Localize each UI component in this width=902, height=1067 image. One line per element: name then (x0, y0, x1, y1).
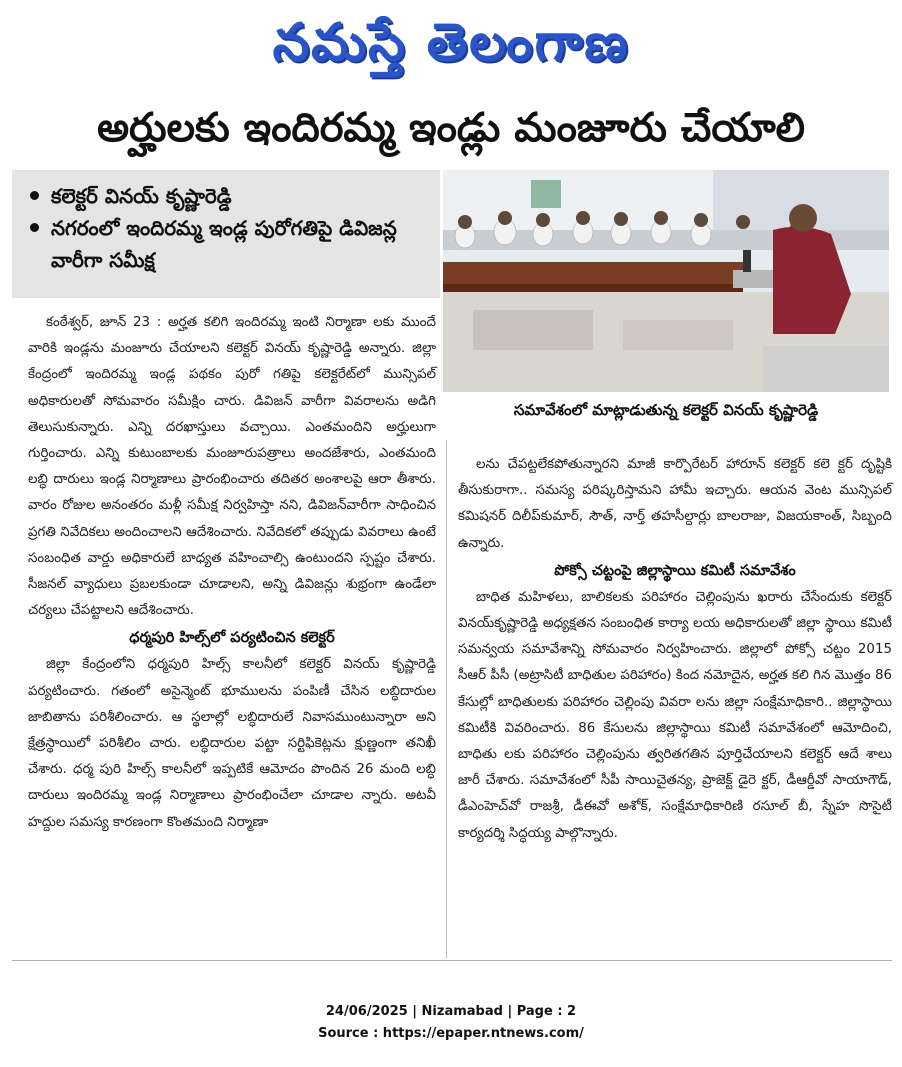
page-divider (12, 960, 892, 961)
article-paragraph: లను చేపట్టలేకపోతున్నారని మాజీ కార్పొరేటర్ హారూన్ కలెక్టర్ కలె క్టర్ దృష్టికి తీసుకురాగా.. సమస్య పరిష్కరిస్తామని హామీ ఇచ్చారు. ఆయన వెంట మున్సిపల్ కమిషనర్ దిలీప్‌కుమార్, సౌత్, నార్త్ తహసీల్దార్లు బాలరాజు, విజయకాంత్, సిబ్బంది ఉన్నారు. (458, 457, 892, 551)
article-headline: అర్హులకు ఇందిరమ్మ ఇండ్లు మంజూరు చేయాలి (97, 105, 805, 151)
column-divider (446, 440, 447, 958)
subheadline-box (12, 170, 440, 298)
meeting-photo (443, 170, 889, 408)
section-subhead: పోక్సో చట్టంపై జిల్లాస్థాయి కమిటీ సమావేశం (554, 562, 796, 579)
subheadline-item (26, 212, 428, 276)
newspaper-masthead: నమస్తే తెలంగాణ (272, 13, 630, 73)
subheadline-text: నగరంలో ఇందిరమ్మ ఇండ్ల పురోగతిపై డివిజన్ల వారీగా సమీక్ష (51, 216, 397, 272)
article-paragraph: జిల్లా కేంద్రంలోని ధర్మపురి హిల్స్ కాలనీలో కలెక్టర్ వినయ్ కృష్ణారెడ్డి పర్యటించారు. గతంలో అసైన్మెంట్ భూములను పంపిణీ చేసిన లబ్ధిదారుల జాబితాను పరిశీలించారు. ఆ స్థలాల్లో లబ్ధిదారులే నివాసముంటున్నారా అని క్షేత్రస్థాయిలో పరిశీలిం చారు. లబ్ధిదారుల పట్టా సర్టిఫికెట్లను క్షుణ్ణంగా తనిఖీ చేశారు. ధర్మ పురి హిల్స్ కాలనీలో ఇప్పటికే ఆమోదం పొందిన 26 మంది లబ్ధి దారులు ఇందిరమ్మ ఇండ్ల నిర్మాణాలు ప్రారంభించేలా చూడాల న్నారు. అటవీ హద్దుల సమస్య కారణంగా కొంతమంది నిర్మాణా (28, 657, 436, 830)
article-right-column (458, 452, 892, 847)
photo-caption: సమావేశంలో మాట్లాడుతున్న కలెక్టర్ వినయ్ కృష్ణారెడ్డి (443, 392, 889, 426)
edition-info: 24/06/2025 | Nizamabad | Page : 2 (325, 1004, 577, 1019)
article-paragraph: బాధిత మహిళలు, బాలికలకు పరిహారం చెల్లింపును ఖరారు చేసేందుకు కలెక్టర్ వినయ్‌కృష్ణారెడ్డి అధ్యక్షతన సంబంధిత కార్యా లయ అధికారులతో జిల్లా స్థాయి కమిటీ సమన్వయ సమావేశాన్ని సోమవారం నిర్వహించారు. జిల్లాలో పోక్సో చట్టం 2015 సీఆర్ పీసీ (అట్రాసిటీ బాధితుల పరిహారం) కింద నమోదైన, అర్హత కలి గిన మొత్తం 86 కేసుల్లో బాధితులకు పరిహారం చెల్లింపు వివరా లను జిల్లా సంక్షేమాధికారి.. జిల్లాస్థాయి కమిటీకి వివరించారు. 86 కేసులను జిల్లాస్థాయి కమిటీ సమావేశంలో ఆమోదించి, బాధితు లకు పరిహారం చెల్లింపును త్వరితగతిన పూర్తిచేయాలని కలెక్టర్ ఆదే శాలు జారీ చేశారు. సమావేశంలో సీపీ సాయిచైతన్య, ప్రాజెక్ట్ డైరె క్టర్, డీఆర్డీవో సాయాగౌడ్, డీఎంహెచ్‌వో రాజశ్రీ, డీఈవో అశోక్, సంక్షేమాధికారిణి రసూల్ బీ, స్నేహ సొసైటీ కార్యదర్శి సిద్ధయ్య పాల్గొన్నారు. (458, 589, 892, 841)
subheadline-text: కలెక్టర్ వినయ్ కృష్ణారెడ్డి (51, 184, 232, 208)
subheadline-item (26, 180, 428, 212)
source-link[interactable]: Source : https://epaper.ntnews.com/ (318, 1026, 584, 1041)
article-left-column (28, 310, 436, 836)
bullet-icon (30, 191, 39, 200)
bullet-icon (30, 223, 39, 232)
meeting-photo-illustration (443, 170, 889, 408)
section-subhead: ధర్మపురి హిల్స్‌లో పర్యటించిన కలెక్టర్ (129, 630, 335, 647)
article-paragraph: కంఠేశ్వర్, జూన్ 23 : అర్హత కలిగి ఇందిరమ్మ ఇంటి నిర్మాణా లకు ముందే వారికి ఇండ్లను మంజూరు చేయాలని కలెక్టర్ వినయ్ కృష్ణారెడ్డి అన్నారు. జిల్లా కేంద్రంలో ఇందిరమ్మ ఇండ్ల పథకం పురో గతిపై కలెక్టరేట్‌లో మున్సిపల్ అధికారులతో సోమవారం సమీక్షిం చారు. డివిజన్ వారీగా వివరాలను అడిగి తెలుసుకున్నారు. ఎన్ని దరఖాస్తులు వచ్చాయి. ఎంతమందిని అర్హులుగా గుర్తించారు. ఎన్ని కుటుంబాలకు మంజూరుపత్రాలు అందజేశారు, ఎంతమంది లబ్ధి దారులు ఇండ్ల నిర్మాణాలు ప్రారంభించారు తదితర అంశాలపై ఆరా తీశారు. వారం రోజుల అనంతరం మళ్లీ సమీక్ష నిర్వహిస్తా నని, డివిజన్‌వారీగా సాధించిన ప్రగతి నివేదికలు అందించాలని ఆదేశించారు. నివేదికలో తప్పుడు వివరాలు ఉంటే సంబంధిత వార్డు అధికారులే బాధ్యత వహించాల్సి ఉంటుందని స్పష్టం చేశారు. సీజనల్ వ్యాధులు ప్రబలకుండా చూడాలని, అన్ని డివిజన్లు శుభ్రంగా ఉండేలా చర్యలు చేపట్టాలని ఆదేశించారు. (28, 315, 436, 619)
